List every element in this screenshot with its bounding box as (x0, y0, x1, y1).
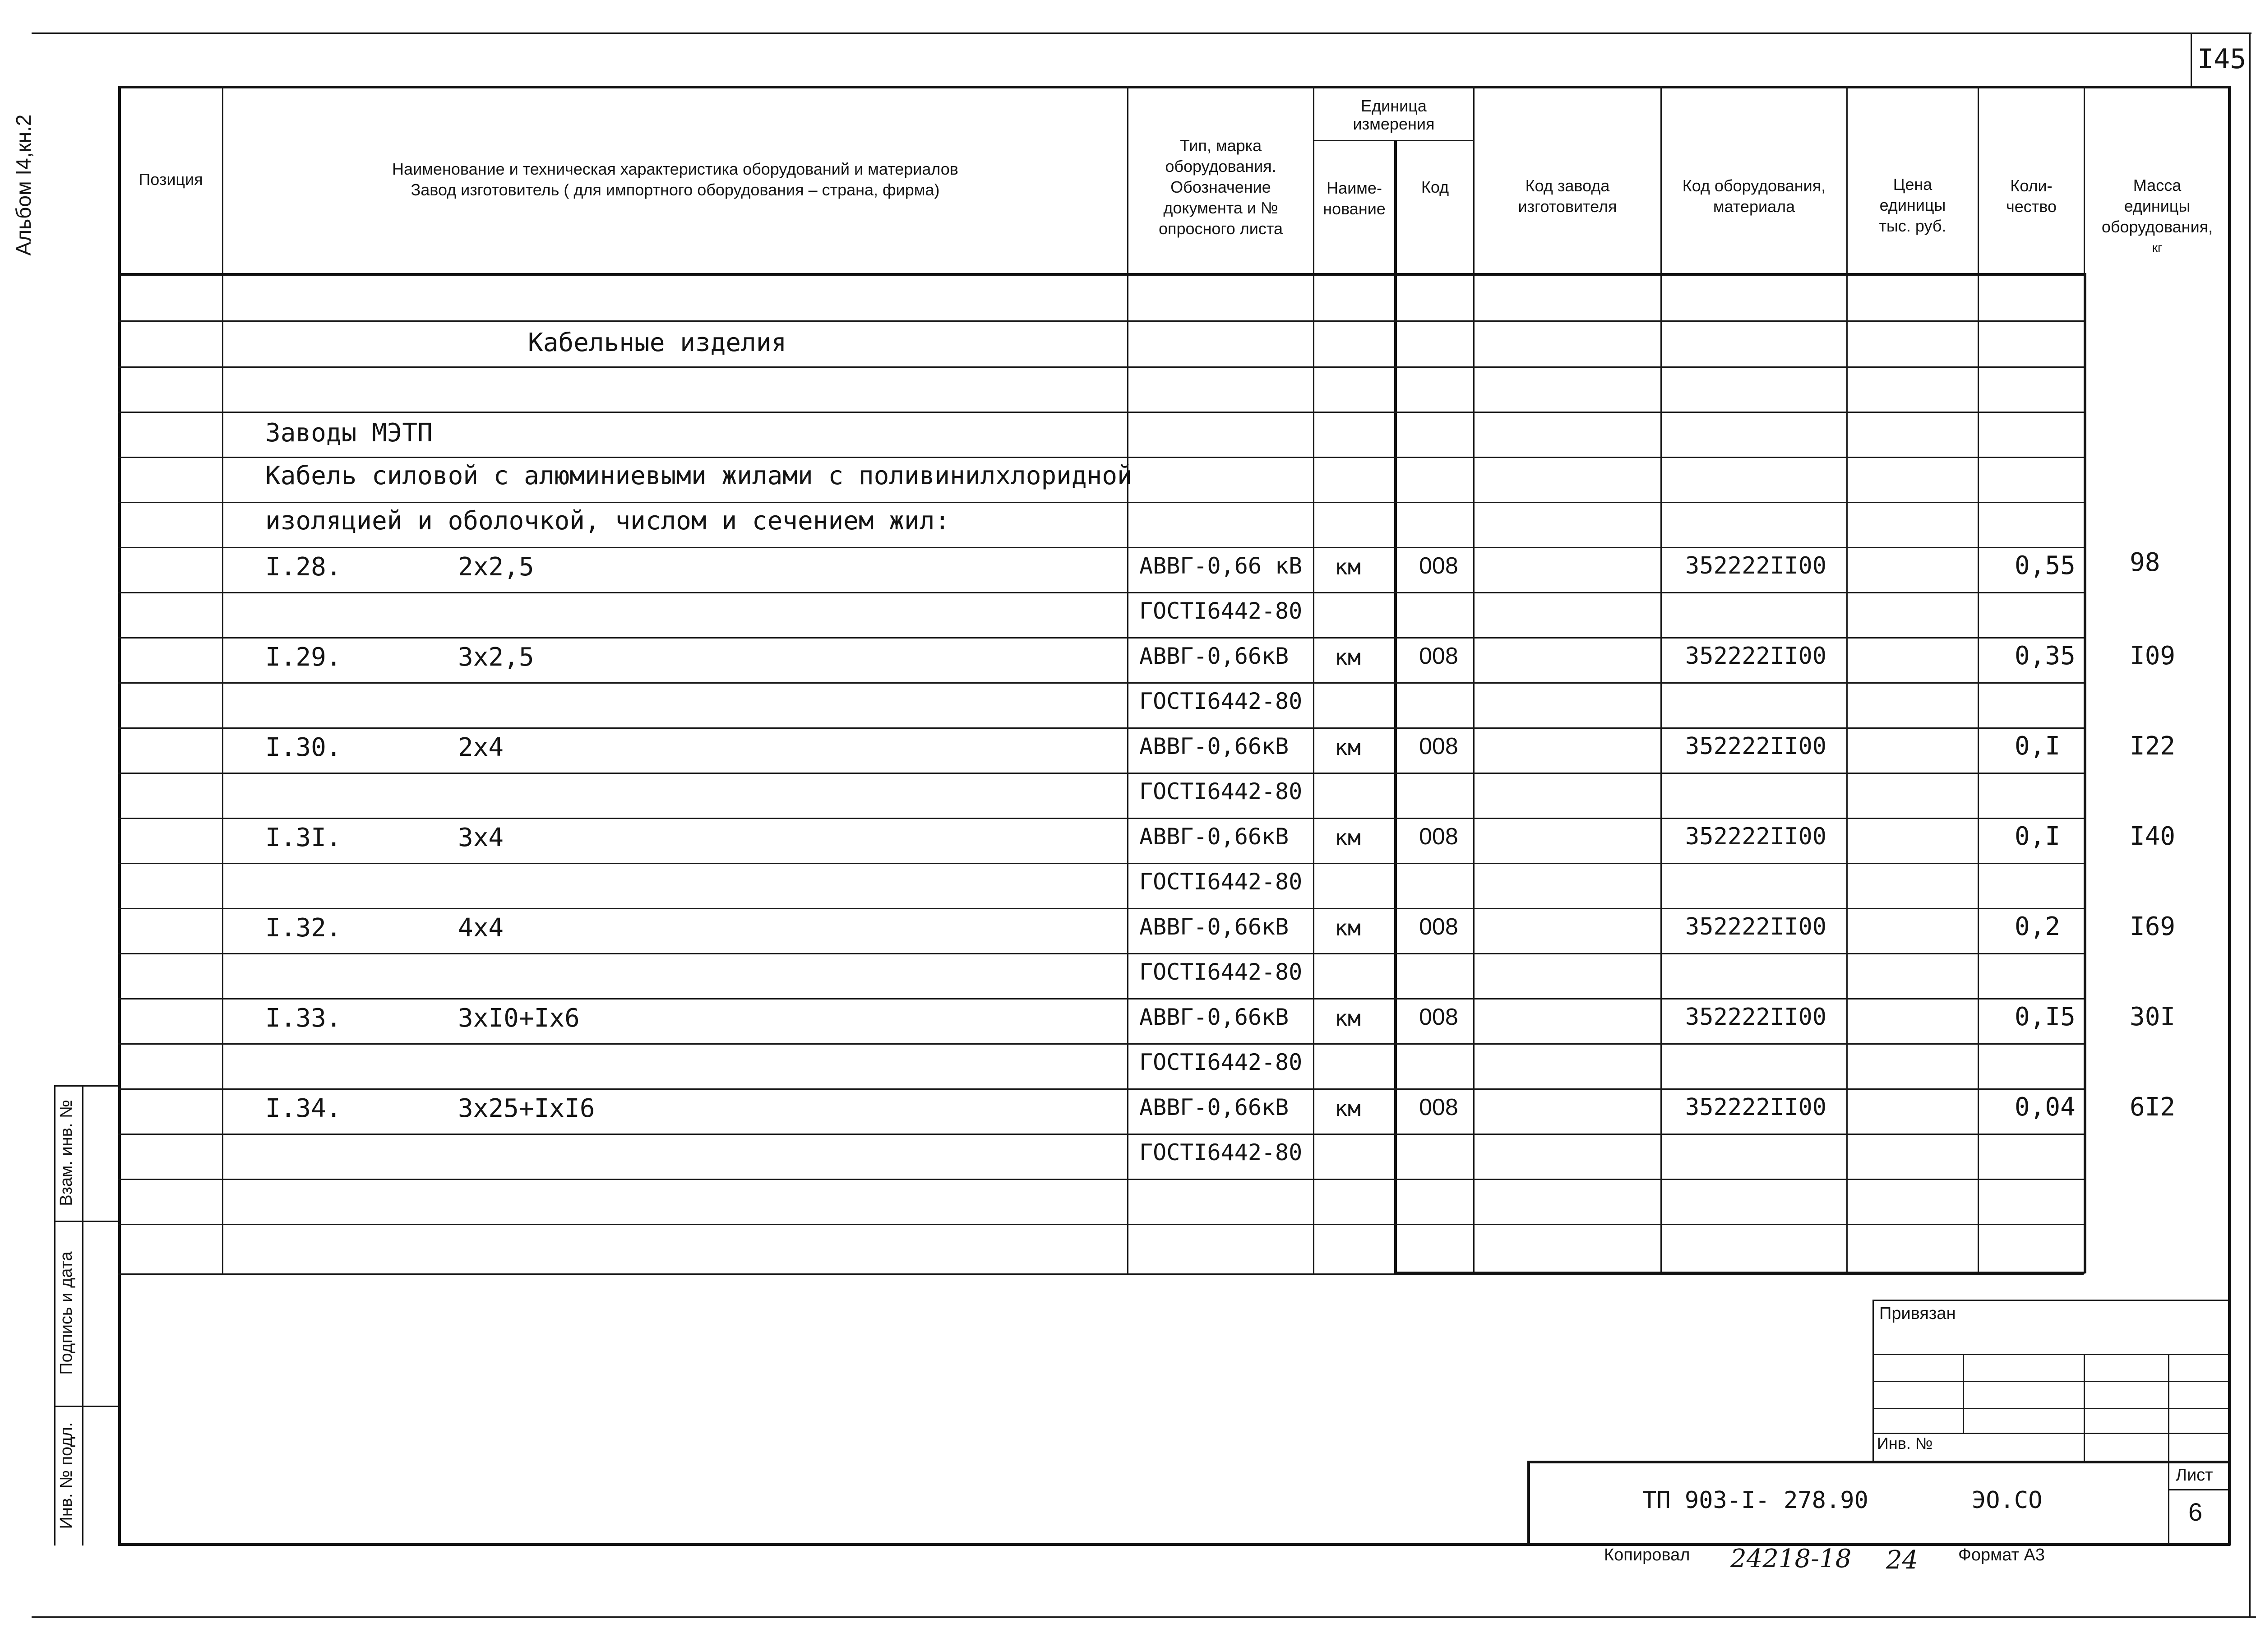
row-code: 008 (1419, 824, 1458, 850)
stamp-div2 (54, 1406, 118, 1407)
row-line (118, 1224, 2084, 1225)
row-mass: 6I2 (2130, 1092, 2176, 1122)
row-unit: км (1335, 1006, 1361, 1031)
row-equip-code: 352222II00 (1685, 913, 1827, 940)
col-line-5 (1473, 86, 1475, 1273)
copied-label: Копировал (1604, 1546, 1690, 1564)
row-line (118, 773, 2084, 774)
header-qty-l1: Коли- (2010, 176, 2053, 195)
header-mass-l2: единицы (2124, 197, 2191, 215)
row-line (118, 366, 2084, 368)
header-unit-l1: Единица (1361, 97, 1427, 115)
description-line1: Кабель силовой с алюминиевыми жилами с поливинилхлоридной (265, 461, 1133, 491)
header-mass-l3: оборудования, (2101, 217, 2213, 236)
header-maker-l1: Код завода (1525, 176, 1610, 195)
row-code: 008 (1419, 914, 1458, 940)
row-size: 2x2,5 (458, 552, 534, 582)
row-type: АВВГ-0,66 кВ (1139, 553, 1303, 579)
row-position: I.34. (265, 1094, 342, 1123)
row-position: I.30. (265, 733, 342, 762)
row-standard: ГОСТI6442-80 (1139, 869, 1303, 895)
doc-code: ТП 903-I- 278.90 (1642, 1487, 1868, 1514)
right-edge-line (2249, 32, 2251, 1616)
row-code: 008 (1419, 1094, 1458, 1120)
row-line (118, 412, 2084, 413)
stamp-label-podpis: Подпись и дата (57, 1251, 76, 1375)
header-unit-name-l2: нование (1323, 199, 1386, 218)
header-unit-name (1314, 171, 1394, 226)
row-line (118, 1088, 2084, 1090)
top-border-line (32, 32, 2251, 34)
copied-handwritten-2: 24 (1886, 1546, 1919, 1575)
col-line-4 (1394, 140, 1397, 1273)
header-qty-l2: чество (2006, 197, 2057, 216)
unit-header-split (1313, 140, 1473, 141)
frame-left (118, 86, 121, 1546)
row-unit: км (1335, 735, 1361, 760)
row-position: I.33. (265, 1004, 342, 1033)
header-type-l2: оборудования. (1165, 157, 1276, 176)
tb-v1 (1963, 1354, 1964, 1433)
row-position: I.32. (265, 913, 342, 943)
row-qty: 0,I (2015, 731, 2061, 761)
tb-line1 (1872, 1354, 2228, 1355)
row-line (118, 727, 2084, 729)
format-label: Формат А3 (1958, 1546, 2045, 1564)
header-price-l1: Цена (1893, 175, 1932, 194)
header-position: Позиция (139, 170, 203, 189)
col-line-6 (1660, 86, 1662, 1273)
row-line (118, 998, 2084, 1000)
header-price-l3: тыс. руб. (1879, 217, 1946, 235)
row-equip-code: 352222II00 (1685, 1094, 1827, 1121)
tb-line3 (1872, 1408, 2228, 1409)
header-maker (1475, 171, 1660, 221)
row-size: 2x4 (458, 733, 504, 762)
row-code: 008 (1419, 733, 1458, 759)
header-type-l1: Тип, марка (1179, 136, 1262, 155)
row-mass: I09 (2130, 641, 2176, 671)
stamp-mid-edge (82, 1085, 83, 1546)
col-line-9 (2084, 273, 2086, 1273)
row-line (118, 547, 2084, 548)
header-bottom (118, 273, 2085, 276)
row-type: АВВГ-0,66кВ (1139, 1004, 1289, 1030)
row-type: АВВГ-0,66кВ (1139, 733, 1289, 759)
row-equip-code: 352222II00 (1685, 733, 1827, 760)
row-size: 3x25+IxI6 (458, 1094, 595, 1123)
row-type: АВВГ-0,66кВ (1139, 914, 1289, 940)
row-line (118, 1179, 2084, 1180)
row-line (118, 682, 2084, 684)
row-line (118, 502, 2084, 503)
copied-handwritten: 24218-18 (1730, 1544, 1852, 1573)
row-qty: 0,04 (2015, 1092, 2076, 1122)
col-line-9b (2084, 86, 2085, 273)
row-mass: I40 (2130, 822, 2176, 851)
row-size: 3xI0+Ix6 (458, 1004, 580, 1033)
row-line (118, 637, 2084, 639)
header-equip-l1: Код оборудования, (1682, 176, 1826, 195)
row-unit: км (1335, 555, 1361, 580)
row-qty: 0,2 (2015, 912, 2061, 941)
row-type: АВВГ-0,66кВ (1139, 643, 1289, 669)
row-position: I.3I. (265, 823, 342, 852)
row-position: I.29. (265, 643, 342, 672)
header-maker-l2: изготовителя (1518, 197, 1617, 216)
stamp-main-top (1527, 1461, 2229, 1463)
header-type-l5: опросного листа (1158, 219, 1283, 238)
row-qty: 0,55 (2015, 551, 2076, 580)
tb-v3 (2168, 1354, 2169, 1462)
tb-v2 (2084, 1354, 2085, 1462)
row-mass: I69 (2130, 912, 2176, 941)
row-line (118, 1134, 2084, 1135)
row-standard: ГОСТI6442-80 (1139, 1139, 1303, 1166)
inv-no-label: Инв. № (1877, 1434, 1933, 1453)
header-name (223, 86, 1127, 273)
list-label: Лист (2176, 1466, 2213, 1485)
col-line-7 (1846, 86, 1848, 1273)
page-number: I45 (2197, 43, 2247, 75)
col-line-8 (1978, 86, 1979, 1273)
page-num-box-left (2191, 32, 2192, 86)
stamp-left-edge (54, 1085, 55, 1546)
row-line (118, 908, 2084, 909)
row-size: 3x2,5 (458, 643, 534, 672)
row-line (118, 818, 2084, 819)
row-type: АВВГ-0,66кВ (1139, 824, 1289, 850)
row-equip-code: 352222II00 (1685, 1004, 1827, 1031)
stamp-top (54, 1085, 118, 1087)
data-area-bottom-bold (1394, 1272, 2085, 1274)
row-position: I.28. (265, 552, 342, 582)
col-line-2 (1127, 86, 1128, 1273)
stamp-main-left (1527, 1461, 1530, 1544)
plants-label: Заводы МЭТП (265, 418, 433, 448)
header-mass (2086, 171, 2228, 262)
header-qty (1979, 171, 2084, 221)
row-mass: 98 (2130, 548, 2160, 577)
header-unit (1314, 93, 1473, 138)
bottom-border-line (32, 1616, 2256, 1618)
header-price-l2: единицы (1879, 196, 1946, 214)
row-unit: км (1335, 825, 1361, 851)
header-unit-l2: измерения (1353, 115, 1435, 133)
row-mass: I22 (2130, 731, 2176, 761)
row-size: 3x4 (458, 823, 504, 852)
row-equip-code: 352222II00 (1685, 823, 1827, 850)
privyazan-label: Привязан (1879, 1304, 1956, 1323)
row-equip-code: 352222II00 (1685, 643, 1827, 670)
row-mass: 30I (2130, 1002, 2176, 1032)
stamp-list-split (2168, 1489, 2228, 1490)
description-line2: изоляцией и оболочкой, числом и сечением жил: (265, 506, 950, 536)
header-unit-name-l1: Наиме- (1327, 179, 1382, 197)
stamp-label-inv-podl: Инв. № подл. (57, 1422, 76, 1529)
album-label: Альбом I4,кн.2 (12, 114, 35, 256)
frame-right (2228, 86, 2231, 1546)
row-standard: ГОСТI6442-80 (1139, 959, 1303, 985)
header-mass-l1: Масса (2133, 176, 2182, 194)
row-standard: ГОСТI6442-80 (1139, 688, 1303, 714)
header-type-l3: Обозначение (1170, 178, 1271, 196)
row-unit: км (1335, 1096, 1361, 1121)
row-type: АВВГ-0,66кВ (1139, 1094, 1289, 1120)
row-line (118, 1043, 2084, 1045)
row-unit: км (1335, 645, 1361, 670)
row-line (118, 863, 2084, 864)
header-price (1848, 171, 1978, 239)
header-mass-l4: кг (2152, 241, 2163, 255)
header-type (1128, 122, 1313, 253)
header-equip-l2: материала (1713, 197, 1795, 216)
row-line (118, 457, 2084, 458)
header-equip (1662, 171, 1846, 221)
list-value: 6 (2188, 1498, 2203, 1526)
row-size: 4x4 (458, 913, 504, 943)
row-standard: ГОСТI6442-80 (1139, 598, 1303, 624)
row-code: 008 (1419, 643, 1458, 669)
header-name-line1: Наименование и техническая характеристика оборудований и материалов (392, 159, 958, 178)
row-equip-code: 352222II00 (1685, 552, 1827, 579)
row-unit: км (1335, 916, 1361, 941)
row-qty: 0,35 (2015, 641, 2076, 671)
row-line (118, 320, 2084, 322)
stamp-label-vzam: Взам. инв. № (57, 1100, 76, 1206)
stamp-list-left (2168, 1461, 2169, 1544)
row-standard: ГОСТI6442-80 (1139, 1049, 1303, 1075)
header-type-l4: документа и № (1163, 199, 1278, 217)
row-line (118, 953, 2084, 954)
row-standard: ГОСТI6442-80 (1139, 778, 1303, 805)
row-line (118, 592, 2084, 593)
tb-top (1872, 1300, 2228, 1301)
row-qty: 0,I5 (2015, 1002, 2076, 1032)
row-qty: 0,I (2015, 822, 2061, 851)
row-code: 008 (1419, 1004, 1458, 1030)
stamp-div1 (54, 1221, 118, 1222)
col-line-3 (1313, 86, 1314, 1273)
section-title: Кабельные изделия (528, 328, 787, 357)
row-code: 008 (1419, 553, 1458, 579)
tb-line2 (1872, 1381, 2228, 1382)
header-unit-code: Код (1421, 178, 1449, 196)
header-name-line2: Завод изготовитель ( для импортного оборудования – страна, фирма) (411, 180, 940, 199)
doc-suffix: ЭО.СО (1972, 1487, 2043, 1514)
